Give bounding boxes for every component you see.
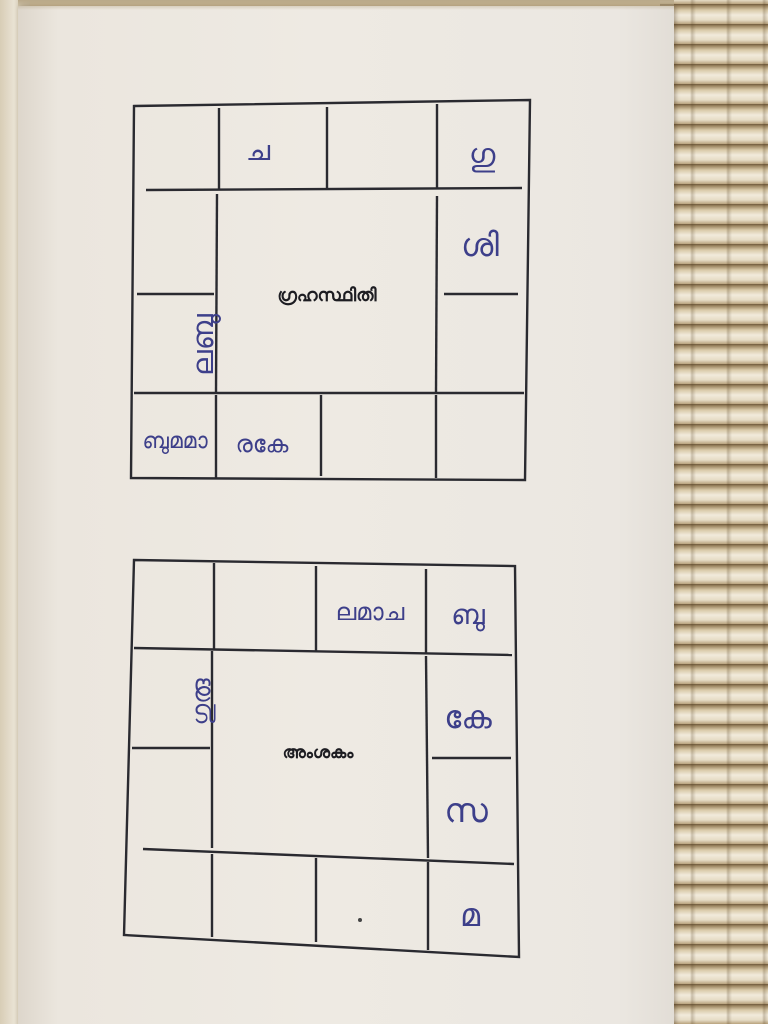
- rasi-cell-top-4: ഗു: [468, 136, 496, 174]
- rasi-cell-bottom-2: രകേ: [235, 430, 289, 458]
- navamsa-chart-line: [134, 648, 512, 655]
- rasi-chart-line: [436, 196, 437, 393]
- rasi-chart-line: [146, 188, 522, 190]
- navamsa-chart-line: [143, 849, 514, 864]
- rasi-cell-left-2: ലബു: [186, 314, 221, 376]
- navamsa-chart-line: [426, 656, 428, 858]
- navamsa-cell-left-1: ഗുരു: [187, 678, 217, 726]
- navamsa-cell-right-1: കേ: [444, 698, 492, 736]
- rasi-chart-title: ഗ്രഹസ്ഥിതി: [277, 285, 377, 306]
- navamsa-cell-right-2: സ: [444, 791, 488, 831]
- ink-dot: [358, 918, 362, 922]
- navamsa-cell-top-3: ലമാച: [335, 598, 405, 626]
- rasi-cell-right-1: ശി: [461, 226, 499, 264]
- navamsa-cell-top-4: ബു: [451, 598, 485, 631]
- rasi-cell-top-2: ച: [245, 134, 271, 167]
- rasi-cell-bottom-1: ബുമമാ: [142, 429, 208, 454]
- navamsa-chart-title: അംശകം: [282, 743, 354, 763]
- navamsa-cell-bottom-4: മ: [459, 896, 481, 934]
